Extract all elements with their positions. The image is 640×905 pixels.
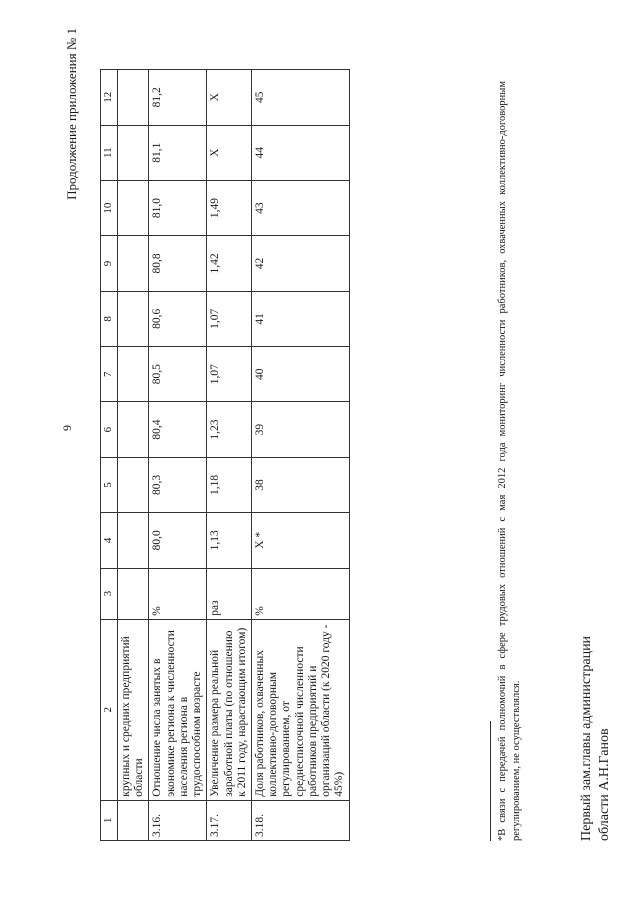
indicator-name-cell: Отношение числа занятых в экономике региона к численности населения региона в трудоспособном возрасте xyxy=(149,619,207,800)
value-cell: Х xyxy=(207,125,252,180)
row-id-cell: 3.16. xyxy=(149,800,207,840)
value-cell: 80,0 xyxy=(149,513,207,568)
value-cell: Х xyxy=(207,70,252,126)
indicator-name-cell: Увеличение размера реальной заработной платы (по отношению к 2011 году, нарастающим итогом) xyxy=(207,619,252,800)
value-cell xyxy=(118,180,149,235)
value-cell: 1,49 xyxy=(207,180,252,235)
value-cell xyxy=(118,291,149,346)
value-cell: 41 xyxy=(251,291,349,346)
value-cell: 81,0 xyxy=(149,180,207,235)
value-cell xyxy=(118,513,149,568)
unit-cell: раз xyxy=(207,568,252,619)
unit-cell: % xyxy=(251,568,349,619)
appendix-note: Продолжение приложения № 1 xyxy=(64,28,79,200)
row-id-cell xyxy=(118,800,149,840)
footnote: *В связи с передачей полномочий в сфере трудовых отношений с мая 2012 года мониторинг численности работников, охваченных коллективно-договорным регулированием, не осуществлялся. xyxy=(497,81,522,841)
value-cell: 43 xyxy=(251,180,349,235)
value-cell: 1,07 xyxy=(207,291,252,346)
column-number-header: 5 xyxy=(101,457,118,512)
value-cell: 80,5 xyxy=(149,347,207,402)
row-id-cell: 3.18. xyxy=(251,800,349,840)
value-cell: 80,4 xyxy=(149,402,207,457)
table-row xyxy=(149,70,207,841)
value-cell: 1,13 xyxy=(207,513,252,568)
unit-cell xyxy=(118,568,149,619)
value-cell: 1,07 xyxy=(207,347,252,402)
value-cell: 81,1 xyxy=(149,125,207,180)
value-cell: 80,6 xyxy=(149,291,207,346)
column-number-header: 10 xyxy=(101,180,118,235)
value-cell: 44 xyxy=(251,125,349,180)
table-row xyxy=(251,70,349,841)
column-number-header: 6 xyxy=(101,402,118,457)
value-cell: 81,2 xyxy=(149,70,207,126)
value-cell: 42 xyxy=(251,236,349,291)
signature-name: области А.Н.Ганов xyxy=(596,728,612,841)
table-header-row xyxy=(101,70,118,841)
value-cell xyxy=(118,457,149,512)
value-cell xyxy=(118,347,149,402)
column-number-header: 2 xyxy=(101,619,118,800)
column-number-header: 1 xyxy=(101,800,118,840)
column-number-header: 7 xyxy=(101,347,118,402)
value-cell xyxy=(118,70,149,126)
row-id-cell: 3.17. xyxy=(207,800,252,840)
indicators-table xyxy=(100,69,350,841)
signature-title: Первый зам.главы администрации xyxy=(579,635,594,841)
column-number-header: 11 xyxy=(101,125,118,180)
footnote-rule xyxy=(490,721,491,841)
column-number-header: 9 xyxy=(101,236,118,291)
unit-cell: % xyxy=(149,568,207,619)
value-cell xyxy=(118,125,149,180)
value-cell: 38 xyxy=(251,457,349,512)
indicator-name-cell: крупных и средних предприятий области xyxy=(118,619,149,800)
value-cell: 80,3 xyxy=(149,457,207,512)
column-number-header: 4 xyxy=(101,513,118,568)
column-number-header: 3 xyxy=(101,568,118,619)
value-cell xyxy=(118,402,149,457)
table-row xyxy=(207,70,252,841)
value-cell: 1,42 xyxy=(207,236,252,291)
column-number-header: 12 xyxy=(101,70,118,126)
value-cell: 80,8 xyxy=(149,236,207,291)
value-cell: 1,23 xyxy=(207,402,252,457)
indicator-name-cell: Доля работников, охваченных коллективно-договорным регулированием, от среднесписочной численности работников предприятий и организаций области (к 2020 году - 45%) xyxy=(251,619,349,800)
value-cell: 39 xyxy=(251,402,349,457)
table-row xyxy=(118,70,149,841)
value-cell: Х * xyxy=(251,513,349,568)
value-cell xyxy=(118,236,149,291)
value-cell: 40 xyxy=(251,347,349,402)
value-cell: 1,18 xyxy=(207,457,252,512)
value-cell: 45 xyxy=(251,70,349,126)
signature-block xyxy=(578,636,613,841)
column-number-header: 8 xyxy=(101,291,118,346)
page-number: 9 xyxy=(60,425,74,431)
